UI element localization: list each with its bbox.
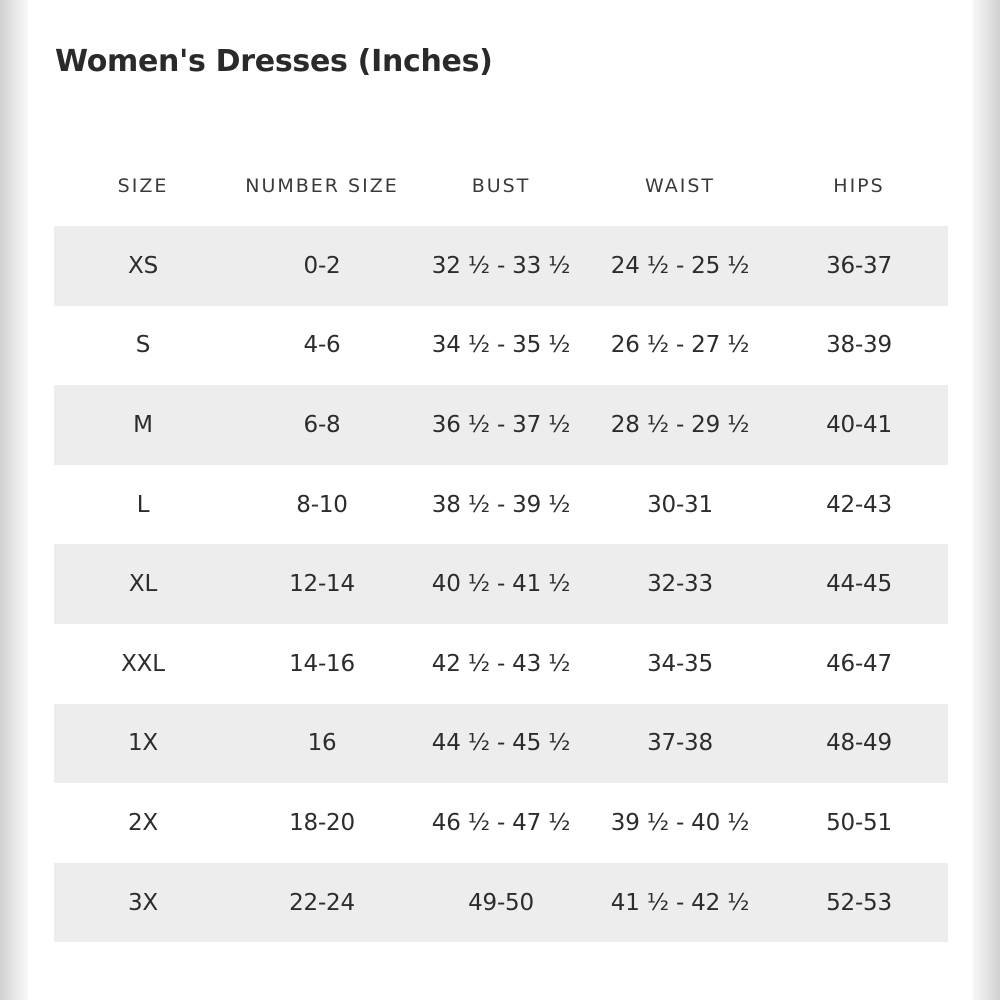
- column-header-size: SIZE: [117, 175, 169, 197]
- table-row: [54, 624, 948, 704]
- cell-bust: 44 ½ - 45 ½: [412, 704, 590, 784]
- column-header-waist: WAIST: [644, 175, 715, 197]
- cell-size: 3X: [54, 863, 232, 943]
- column-header-bust: BUST: [471, 175, 531, 197]
- table-row: [54, 465, 948, 545]
- cell-size: XS: [54, 226, 232, 306]
- table-row: [54, 385, 948, 465]
- cell-number-size: 8-10: [232, 465, 412, 545]
- cell-bust: 32 ½ - 33 ½: [412, 226, 590, 306]
- cell-waist: 28 ½ - 29 ½: [590, 385, 770, 465]
- cell-bust: 46 ½ - 47 ½: [412, 783, 590, 863]
- cell-bust: 34 ½ - 35 ½: [412, 306, 590, 386]
- cell-waist: 26 ½ - 27 ½: [590, 306, 770, 386]
- cell-bust: 49-50: [412, 863, 590, 943]
- column-header-number-size: NUMBER SIZE: [245, 175, 399, 197]
- cell-hips: 38-39: [770, 306, 948, 386]
- cell-waist: 37-38: [590, 704, 770, 784]
- cell-hips: 46-47: [770, 624, 948, 704]
- header-row: [54, 146, 948, 226]
- cell-waist: 41 ½ - 42 ½: [590, 863, 770, 943]
- cell-hips: 40-41: [770, 385, 948, 465]
- table-row: [54, 306, 948, 386]
- cell-number-size: 0-2: [232, 226, 412, 306]
- table-row: [54, 783, 948, 863]
- cell-size: 1X: [54, 704, 232, 784]
- cell-number-size: 16: [232, 704, 412, 784]
- cell-waist: 34-35: [590, 624, 770, 704]
- table-row: [54, 704, 948, 784]
- column-header-hips: HIPS: [833, 175, 885, 197]
- cell-bust: 38 ½ - 39 ½: [412, 465, 590, 545]
- cell-number-size: 6-8: [232, 385, 412, 465]
- cell-hips: 36-37: [770, 226, 948, 306]
- cell-size: S: [54, 306, 232, 386]
- cell-waist: 30-31: [590, 465, 770, 545]
- cell-hips: 52-53: [770, 863, 948, 943]
- cell-number-size: 14-16: [232, 624, 412, 704]
- cell-number-size: 12-14: [232, 544, 412, 624]
- size-chart-table: [54, 146, 948, 942]
- cell-hips: 48-49: [770, 704, 948, 784]
- cell-bust: 40 ½ - 41 ½: [412, 544, 590, 624]
- table-row: [54, 544, 948, 624]
- cell-size: XXL: [54, 624, 232, 704]
- table-header: [54, 146, 948, 226]
- cell-number-size: 18-20: [232, 783, 412, 863]
- cell-waist: 39 ½ - 40 ½: [590, 783, 770, 863]
- cell-hips: 42-43: [770, 465, 948, 545]
- cell-bust: 42 ½ - 43 ½: [412, 624, 590, 704]
- table-row: [54, 863, 948, 943]
- cell-bust: 36 ½ - 37 ½: [412, 385, 590, 465]
- table-row: [54, 226, 948, 306]
- cell-size: 2X: [54, 783, 232, 863]
- cell-size: M: [54, 385, 232, 465]
- cell-waist: 32-33: [590, 544, 770, 624]
- cell-size: L: [54, 465, 232, 545]
- cell-size: XL: [54, 544, 232, 624]
- cell-number-size: 22-24: [232, 863, 412, 943]
- size-chart-card: [28, 0, 972, 1000]
- cell-hips: 50-51: [770, 783, 948, 863]
- cell-hips: 44-45: [770, 544, 948, 624]
- table-body: [54, 226, 948, 942]
- page-title: Women's Dresses (Inches): [55, 44, 493, 79]
- cell-number-size: 4-6: [232, 306, 412, 386]
- cell-waist: 24 ½ - 25 ½: [590, 226, 770, 306]
